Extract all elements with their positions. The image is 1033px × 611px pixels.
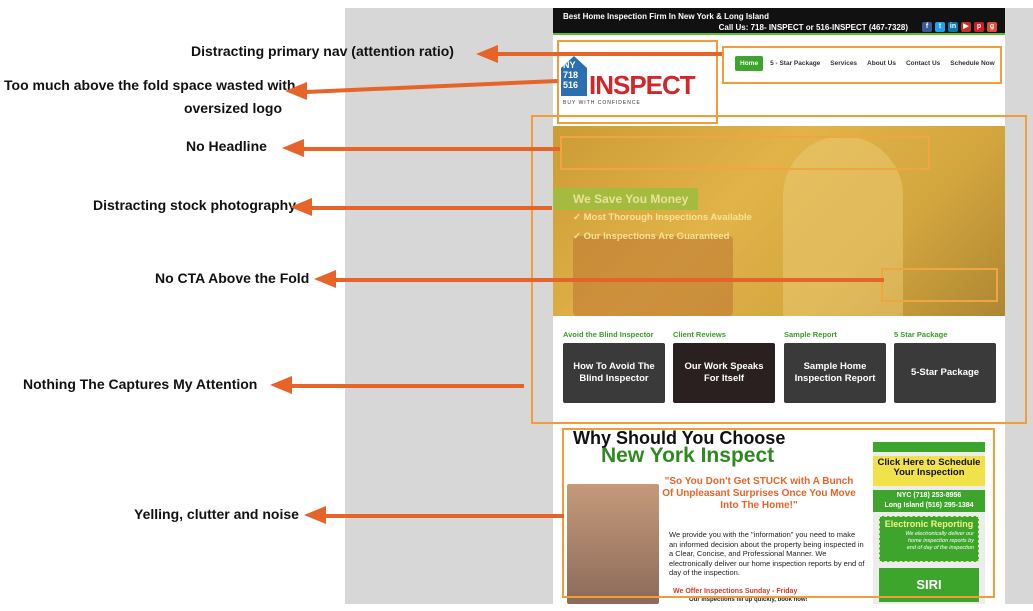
arrow-yelling	[326, 514, 564, 518]
nav-about-us[interactable]: About Us	[867, 60, 896, 67]
arrow-head-logo	[285, 82, 307, 100]
nav-5-star-package[interactable]: 5 - Star Package	[770, 60, 821, 67]
hero-badge: We Save You Money	[553, 188, 698, 210]
schedule-phones: NYC (718) 253-8956 Long Island (516) 295-1384	[873, 490, 985, 512]
arrow-head-cta	[314, 270, 336, 288]
section-client-reviews[interactable]: Client Reviews Our Work Speaks For Itself	[673, 330, 775, 403]
annotation-cta: No CTA Above the Fold	[155, 270, 310, 286]
headline-placeholder-box	[560, 136, 930, 170]
offer-line: We Offer Inspections Sunday - Friday	[673, 588, 798, 595]
nav-schedule-now[interactable]: Schedule Now	[950, 60, 995, 67]
clutter-highlight-box	[562, 428, 995, 598]
schedule-title[interactable]: Click Here to Schedule Your Inspection	[877, 457, 981, 478]
nav-highlight-box	[722, 46, 1002, 84]
arrow-headline	[304, 147, 560, 151]
logo-word: INSPECT	[589, 70, 695, 100]
nav-contact-us[interactable]: Contact Us	[905, 60, 941, 67]
logo-numbers: NY 718 516	[563, 60, 579, 90]
cta-placeholder-box	[881, 268, 998, 302]
arrow-stock	[312, 206, 552, 210]
logo-tagline: BUY WITH CONFIDENCE	[563, 100, 641, 106]
lower-body: We provide you with the "information" you need to make an informed decision about the property being inspected in a Clear, Concise, and Professional Manner. We electronically deliver our home inspection reports by end of day of the inspection.	[669, 530, 865, 577]
lower-quote: "So You Don't Get STUCK with A Bunch Of Unpleasant Surprises Once You Move Into The Home!"	[662, 476, 856, 511]
youtube-icon[interactable]: ▶	[961, 22, 971, 32]
arrow-head-attention	[270, 376, 292, 394]
offer-subline: Our Inspections fill up quickly, book now!	[689, 597, 808, 603]
electronic-reporting: Electronic Reporting We electronically deliver our home inspection reports by end of day of the inspection	[879, 516, 979, 562]
arrow-nav	[498, 52, 722, 56]
annotation-logo-line1: Too much above the fold space wasted with	[4, 77, 296, 93]
hero-check-1: ✓ Most Thorough Inspections Available	[573, 212, 752, 223]
arrow-cta	[336, 278, 884, 282]
topbar-call[interactable]: Call Us: 718- INSPECT or 516-INSPECT (467-7328)	[718, 23, 908, 32]
social-links	[922, 22, 997, 32]
linkedin-icon[interactable]: in	[949, 23, 957, 30]
annotation-yelling: Yelling, clutter and noise	[134, 506, 299, 522]
topbar-title: Best Home Inspection Firm In New York & Long Island	[563, 12, 769, 21]
why-heading: Why Should You Choose	[573, 428, 786, 448]
annotation-nav: Distracting primary nav (attention ratio)	[191, 43, 454, 59]
nav-home[interactable]: Home	[735, 56, 763, 71]
hero-check-2: ✓ Our Inspections Are Guaranteed	[573, 231, 730, 242]
section-5-star[interactable]: 5 Star Package 5-Star Package	[894, 330, 996, 403]
arrow-head-yelling	[304, 506, 326, 524]
annotation-logo-line2: oversized logo	[183, 100, 282, 116]
annotation-stock: Distracting stock photography	[93, 197, 297, 213]
arrow-head-headline	[282, 139, 304, 157]
arrow-attention	[292, 384, 524, 388]
googleplus-icon[interactable]: g	[987, 22, 997, 32]
annotation-attention: Nothing The Captures My Attention	[23, 376, 258, 392]
section-sample-report[interactable]: Sample Report Sample Home Inspection Report	[784, 330, 886, 403]
why-heading-brand: New York Inspect	[601, 444, 775, 467]
twitter-icon[interactable]: t	[935, 22, 945, 32]
arrow-head-stock	[290, 198, 312, 216]
nav-services[interactable]: Services	[830, 60, 858, 67]
section-blind-inspector[interactable]: Avoid the Blind Inspector How To Avoid The Blind Inspector	[563, 330, 665, 403]
facebook-icon[interactable]: f	[922, 22, 932, 32]
top-bar	[553, 8, 1005, 35]
siri-logo: SIRI	[879, 568, 979, 602]
arrow-head-nav	[476, 45, 498, 63]
pinterest-icon[interactable]: p	[974, 22, 984, 32]
annotation-headline: No Headline	[186, 138, 267, 154]
